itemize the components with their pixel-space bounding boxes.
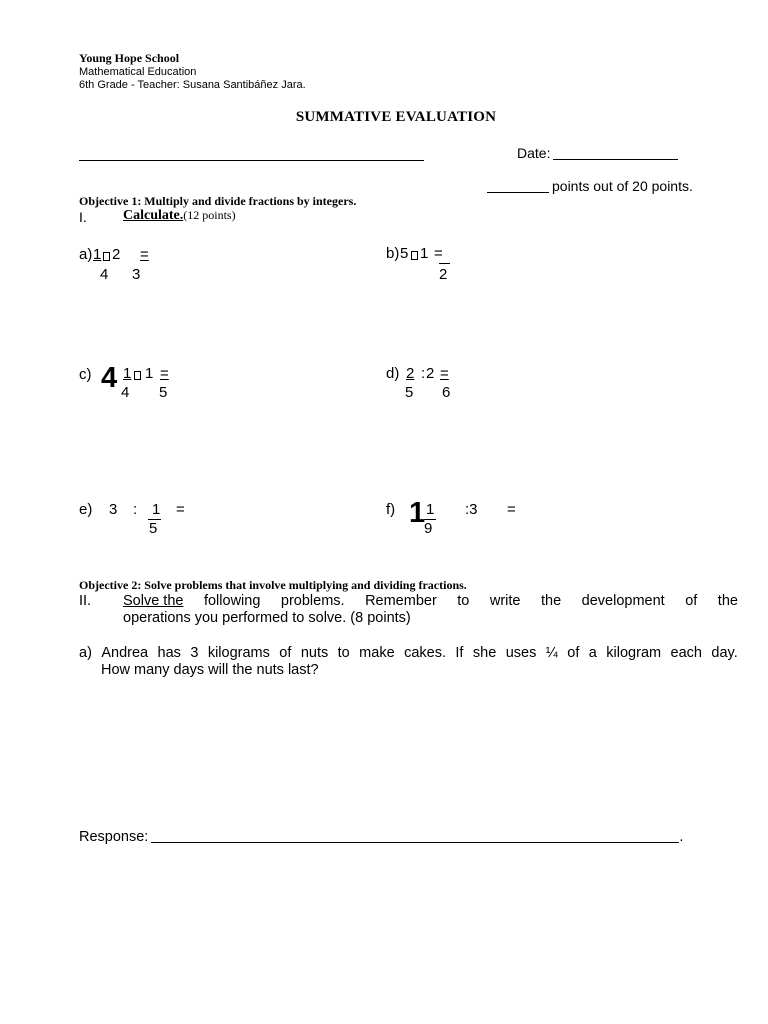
exercise-d-denominator-1: 5	[405, 384, 414, 401]
name-blank[interactable]	[79, 160, 424, 161]
instruction-word: development	[581, 593, 665, 609]
exercise-c-denominator-1: 4	[121, 384, 130, 401]
problem-a-line-2: How many days will the nuts last?	[101, 662, 319, 678]
exercise-c-whole: 4	[101, 362, 118, 394]
exercise-b-prefix: b)	[386, 245, 400, 262]
points-label: points out of 20 points.	[552, 178, 693, 194]
problem-a-word: kilogram	[606, 645, 662, 661]
problem-a-word: If	[455, 645, 464, 661]
exercise-f-operator: :3	[465, 501, 478, 518]
response-label: Response:	[79, 829, 149, 845]
exercise-e-operator: :	[133, 501, 138, 518]
problem-a-word: a)	[79, 645, 92, 661]
instruction-word: Remember	[365, 593, 437, 609]
section-1-heading	[123, 208, 236, 224]
instruction-word: the	[717, 593, 738, 609]
response-field	[79, 829, 683, 845]
school-name: Young Hope School	[79, 51, 180, 65]
problem-a-word: kilograms	[207, 645, 270, 661]
exercise-a-denominator-2: 3	[132, 266, 141, 283]
instruction-line-1	[123, 593, 738, 609]
exercise-b-denominator: 2	[439, 266, 448, 283]
instruction-word: following	[203, 593, 261, 609]
problem-a-word: make	[359, 645, 395, 661]
problem-a-word: uses	[505, 645, 537, 661]
exercise-a-equals: =	[140, 246, 149, 263]
problem-a-word: day.	[711, 645, 738, 661]
exercise-b-equals: =	[434, 245, 443, 262]
operator-box-icon	[411, 251, 418, 260]
exercise-e-denominator: 5	[149, 520, 158, 537]
grade-teacher-line: 6th Grade - Teacher: Susana Santibáñez Jara.	[79, 79, 306, 91]
calculate-label: Calculate.	[123, 208, 184, 223]
instruction-word: the	[541, 593, 562, 609]
subject-line: Mathematical Education	[79, 66, 197, 78]
exercise-f-denominator: 9	[424, 520, 433, 537]
exercise-b-numerator: 1	[420, 245, 429, 262]
exercise-e-whole: 3	[109, 501, 118, 518]
problem-a-word: Andrea	[101, 645, 149, 661]
instruction-word: problems.	[280, 593, 345, 609]
problem-a-word: to	[337, 645, 350, 661]
score-blank[interactable]	[487, 192, 549, 193]
problem-a-word: has	[157, 645, 181, 661]
exercise-f-numerator: 1	[426, 501, 435, 518]
page-title: SUMMATIVE EVALUATION	[295, 109, 497, 125]
problem-a-word: a	[588, 645, 597, 661]
exercise-d-numerator-2: 2	[426, 365, 435, 382]
problem-a-word: cakes.	[404, 645, 446, 661]
problem-a-word: each	[670, 645, 702, 661]
objective-1: Objective 1: Multiply and divide fractions by integers.	[79, 194, 357, 208]
section-2-numeral: II.	[79, 593, 92, 609]
exercise-e-equals: =	[176, 501, 185, 518]
exercise-f-prefix: f)	[386, 501, 396, 518]
exercise-d-equals: =	[440, 365, 449, 382]
exercise-f-whole: 1	[409, 497, 426, 529]
date-field	[517, 145, 678, 161]
operator-box-icon	[103, 252, 110, 261]
exercise-e-prefix: e)	[79, 501, 93, 518]
exercise-c-prefix: c)	[79, 366, 92, 383]
exercise-a-denominator-1: 4	[100, 266, 109, 283]
problem-a-line-1	[79, 645, 738, 661]
exercise-d-prefix: d)	[386, 365, 400, 382]
objective-2: Objective 2: Solve problems that involve multiplying and dividing fractions.	[79, 578, 467, 592]
exercise-a-numerator-1: 1	[93, 246, 102, 263]
problem-a-word: 3	[190, 645, 199, 661]
exercise-c-denominator-2: 5	[159, 384, 168, 401]
problem-a-word: nuts	[300, 645, 329, 661]
instruction-line-2: operations you performed to solve. (8 points)	[123, 610, 411, 626]
instruction-word: of	[685, 593, 698, 609]
exercise-d-operator: :	[421, 365, 426, 382]
instruction-word: write	[489, 593, 521, 609]
problem-a-word: of	[567, 645, 580, 661]
problem-a-word: she	[472, 645, 497, 661]
exercise-d-denominator-2: 6	[442, 384, 451, 401]
section-1-numeral: I.	[79, 209, 87, 225]
exercise-a-numerator-2: 2	[112, 246, 121, 263]
score-field	[487, 178, 693, 194]
exercise-b-whole: 5	[400, 245, 409, 262]
response-blank[interactable]	[151, 842, 679, 843]
operator-box-icon	[134, 371, 141, 380]
instruction-word: to	[457, 593, 470, 609]
problem-a-word: ¼	[545, 645, 558, 661]
exercise-c-equals: =	[160, 365, 169, 382]
exercise-e-numerator: 1	[152, 501, 161, 518]
date-blank[interactable]	[553, 159, 678, 160]
exercise-c-numerator-2: 1	[145, 365, 154, 382]
fraction-bar	[439, 263, 450, 264]
exercise-c-numerator-1: 1	[123, 365, 132, 382]
exercise-a-prefix: a)	[79, 246, 93, 263]
exercise-d-numerator-1: 2	[406, 365, 415, 382]
instruction-word: Solve the	[123, 593, 184, 609]
exercise-f-equals: =	[507, 501, 516, 518]
response-end: .	[679, 829, 684, 845]
section-1-points: (12 points)	[183, 208, 236, 222]
problem-a-word: of	[279, 645, 292, 661]
date-label: Date:	[517, 145, 551, 161]
